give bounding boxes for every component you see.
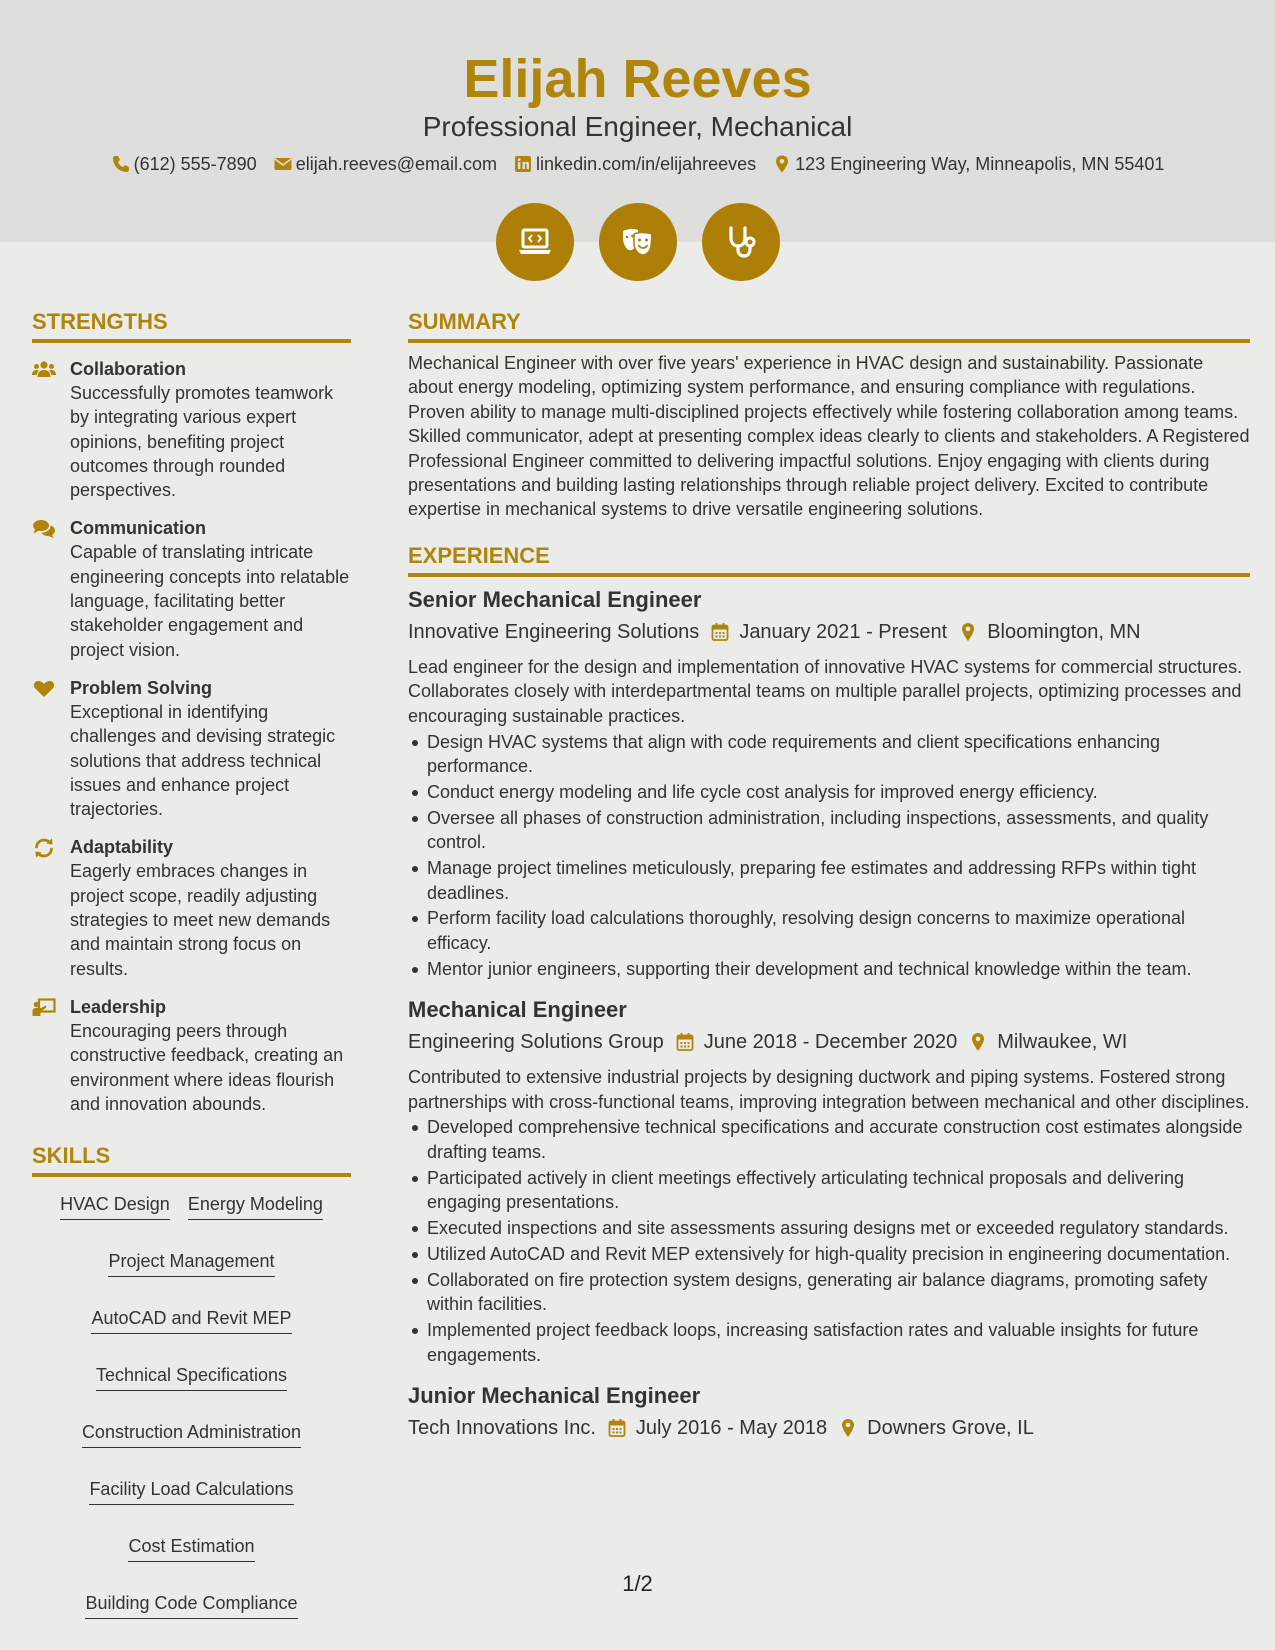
location-icon: [969, 1032, 987, 1052]
job-role: Mechanical Engineer: [408, 997, 627, 1023]
job-role: Junior Mechanical Engineer: [408, 1383, 701, 1408]
contact-email[interactable]: [273, 150, 497, 178]
theater-masks-icon: [618, 222, 658, 262]
location-icon: [959, 622, 977, 642]
location-icon: [772, 154, 792, 174]
job-description: Contributed to extensive industrial projects by designing ductwork and piping systems. Fostered strong partnerships with cross-functional teams, improving integration between mechanical and other disciplines.: [408, 1067, 1250, 1112]
hobby-stethoscope: [702, 203, 780, 281]
contact-linkedin[interactable]: [513, 150, 756, 178]
calendar-icon: [676, 1032, 694, 1052]
strength-title: Adaptability: [70, 837, 174, 858]
job-location: Bloomington, MN: [987, 620, 1141, 643]
list-item: Oversee all phases of construction administration, including inspections, assessments, and quality control.: [408, 806, 1250, 855]
job-achievements: [408, 1115, 1250, 1367]
job-dates: January 2021 - Present: [739, 620, 948, 643]
right-column: [408, 306, 1250, 1443]
candidate-name: Elijah Reeves: [463, 49, 812, 109]
contact-info: [0, 150, 1275, 178]
job-achievements: [408, 730, 1250, 982]
skill-tag: Energy Modeling: [188, 1191, 323, 1220]
heart-icon: [32, 678, 56, 700]
summary-heading: SUMMARY: [408, 306, 1250, 343]
job-location: Downers Grove, IL: [867, 1417, 1034, 1439]
job-location: Milwaukee, WI: [997, 1031, 1128, 1054]
skill-tag: Facility Load Calculations: [89, 1476, 293, 1505]
job-meta: [408, 1027, 1250, 1057]
strength-description: Successfully promotes teamwork by integrating various expert opinions, benefiting project outcomes through rounded perspectives.: [70, 383, 334, 501]
job-meta: [408, 617, 1250, 647]
strength-description: Eagerly embraces changes in project scope, readily adjusting strategies to meet new demands and maintain strong focus on results.: [70, 861, 331, 979]
list-item: Mentor junior engineers, supporting their development and technical knowledge within the team.: [408, 957, 1250, 981]
chalkboard-teacher-icon: [32, 997, 56, 1019]
list-item: Utilized AutoCAD and Revit MEP extensively for high-quality precision in engineering documentation.: [408, 1242, 1250, 1266]
strength-title: Communication: [70, 518, 207, 539]
contact-linkedin-text: linkedin.com/in/elijahreeves: [536, 154, 757, 174]
job-entry: [408, 1381, 1250, 1443]
experience-heading: EXPERIENCE: [408, 540, 1250, 577]
list-item: Implemented project feedback loops, increasing satisfaction rates and valuable insights for future engagements.: [408, 1318, 1250, 1367]
contact-address: [772, 150, 1164, 178]
left-column: [32, 306, 351, 1619]
resume-header: [0, 0, 1275, 242]
list-item: Manage project timelines meticulously, preparing fee estimates and addressing RFPs within tight deadlines.: [408, 856, 1250, 905]
skill-tag: Cost Estimation: [128, 1533, 254, 1562]
contact-phone-text: (612) 555-7890: [133, 154, 257, 174]
experience-section: [408, 540, 1250, 1443]
list-item: Developed comprehensive technical specifications and accurate construction cost estimates alongside drafting teams.: [408, 1115, 1250, 1164]
strength-description: Encouraging peers through constructive feedback, creating an environment where ideas flourish and innovation abounds.: [70, 1020, 344, 1114]
list-item: Collaborated on fire protection system designs, generating air balance diagrams, promoting safety within facilities.: [408, 1268, 1250, 1317]
strength-item: [32, 357, 351, 502]
job-company: Tech Innovations Inc.: [408, 1417, 596, 1439]
calendar-icon: [711, 622, 729, 642]
page-number: 1/2: [622, 1571, 653, 1596]
hobby-laptop-code: [496, 203, 574, 281]
contact-phone: [111, 150, 257, 178]
strength-title: Leadership: [70, 996, 167, 1017]
location-icon: [839, 1418, 857, 1438]
stethoscope-icon: [721, 222, 761, 262]
skill-tag: Building Code Compliance: [85, 1590, 297, 1619]
contact-email-text: elijah.reeves@email.com: [295, 154, 498, 174]
strength-item: [32, 835, 351, 980]
strength-item: [32, 516, 351, 661]
skill-tag: Construction Administration: [82, 1419, 301, 1448]
professional-title: Professional Engineer, Mechanical: [422, 111, 853, 142]
contact-address-text: 123 Engineering Way, Minneapolis, MN 55401: [795, 154, 1165, 174]
strength-title: Problem Solving: [70, 677, 213, 698]
calendar-icon: [608, 1418, 626, 1438]
phone-icon: [111, 154, 131, 174]
summary-text: Mechanical Engineer with over five years' experience in HVAC design and sustainability. Passionate about energy modeling, optimizing system performance, and ensuring compliance with regulations. Proven ability to manage multi-disciplined projects effectively while fostering collaboration among teams. Skilled communicator, adept at presenting complex ideas clearly to clients and stakeholders. A Registered Professional Engineer committed to delivering impactful solutions. Enjoy engaging with clients during presentations and building lasting relationships through reliable project delivery. Excited to contribute expertise in mechanical systems to drive versatile engineering solutions.: [408, 353, 1250, 520]
email-icon: [273, 154, 293, 174]
job-role: Senior Mechanical Engineer: [408, 586, 702, 612]
list-item: Conduct energy modeling and life cycle cost analysis for improved energy efficiency.: [408, 780, 1250, 804]
strength-item: [32, 995, 351, 1116]
strengths-heading: STRENGTHS: [32, 306, 351, 343]
job-dates: July 2016 - May 2018: [635, 1417, 828, 1439]
skills-list: [32, 1191, 351, 1619]
skill-tag: Project Management: [108, 1248, 274, 1277]
sync-icon: [32, 837, 56, 859]
laptop-code-icon: [515, 222, 555, 262]
list-item: Design HVAC systems that align with code requirements and client specifications enhancing performance.: [408, 730, 1250, 779]
strength-description: Exceptional in identifying challenges and devising strategic solutions that address technical issues and enhance project trajectories.: [70, 701, 336, 820]
list-item: Perform facility load calculations thoroughly, resolving design concerns to maximize operational efficacy.: [408, 906, 1250, 955]
skill-tag: Technical Specifications: [96, 1362, 287, 1391]
comments-icon: [32, 518, 56, 540]
job-meta: [408, 1413, 1250, 1443]
strength-description: Capable of translating intricate engineering concepts into relatable language, facilitating better stakeholder engagement and project vision.: [70, 542, 350, 660]
job-description: Lead engineer for the design and implementation of innovative HVAC systems for commercial structures. Collaborates closely with interdepartmental teams on multiple parallel projects, optimizing processes and encouraging sustainable practices.: [408, 656, 1243, 726]
skill-tag: HVAC Design: [60, 1191, 170, 1220]
job-entry: [408, 995, 1250, 1367]
hobby-icons: [0, 203, 1275, 281]
job-entry: [408, 585, 1250, 981]
job-dates: June 2018 - December 2020: [703, 1031, 958, 1054]
linkedin-icon: [513, 154, 533, 174]
list-item: Executed inspections and site assessments assuring designs met or exceeded regulatory standards.: [408, 1216, 1250, 1240]
skills-section: [32, 1140, 351, 1619]
strength-item: [32, 676, 351, 821]
hobby-theater: [599, 203, 677, 281]
strength-title: Collaboration: [70, 359, 186, 379]
skills-heading: SKILLS: [32, 1140, 351, 1177]
job-company: Innovative Engineering Solutions: [408, 620, 700, 643]
list-item: Participated actively in client meetings effectively articulating technical proposals and delivering engaging presentations.: [408, 1166, 1250, 1215]
job-company: Engineering Solutions Group: [408, 1031, 664, 1054]
skill-tag: AutoCAD and Revit MEP: [91, 1305, 291, 1334]
users-icon: [32, 359, 56, 381]
